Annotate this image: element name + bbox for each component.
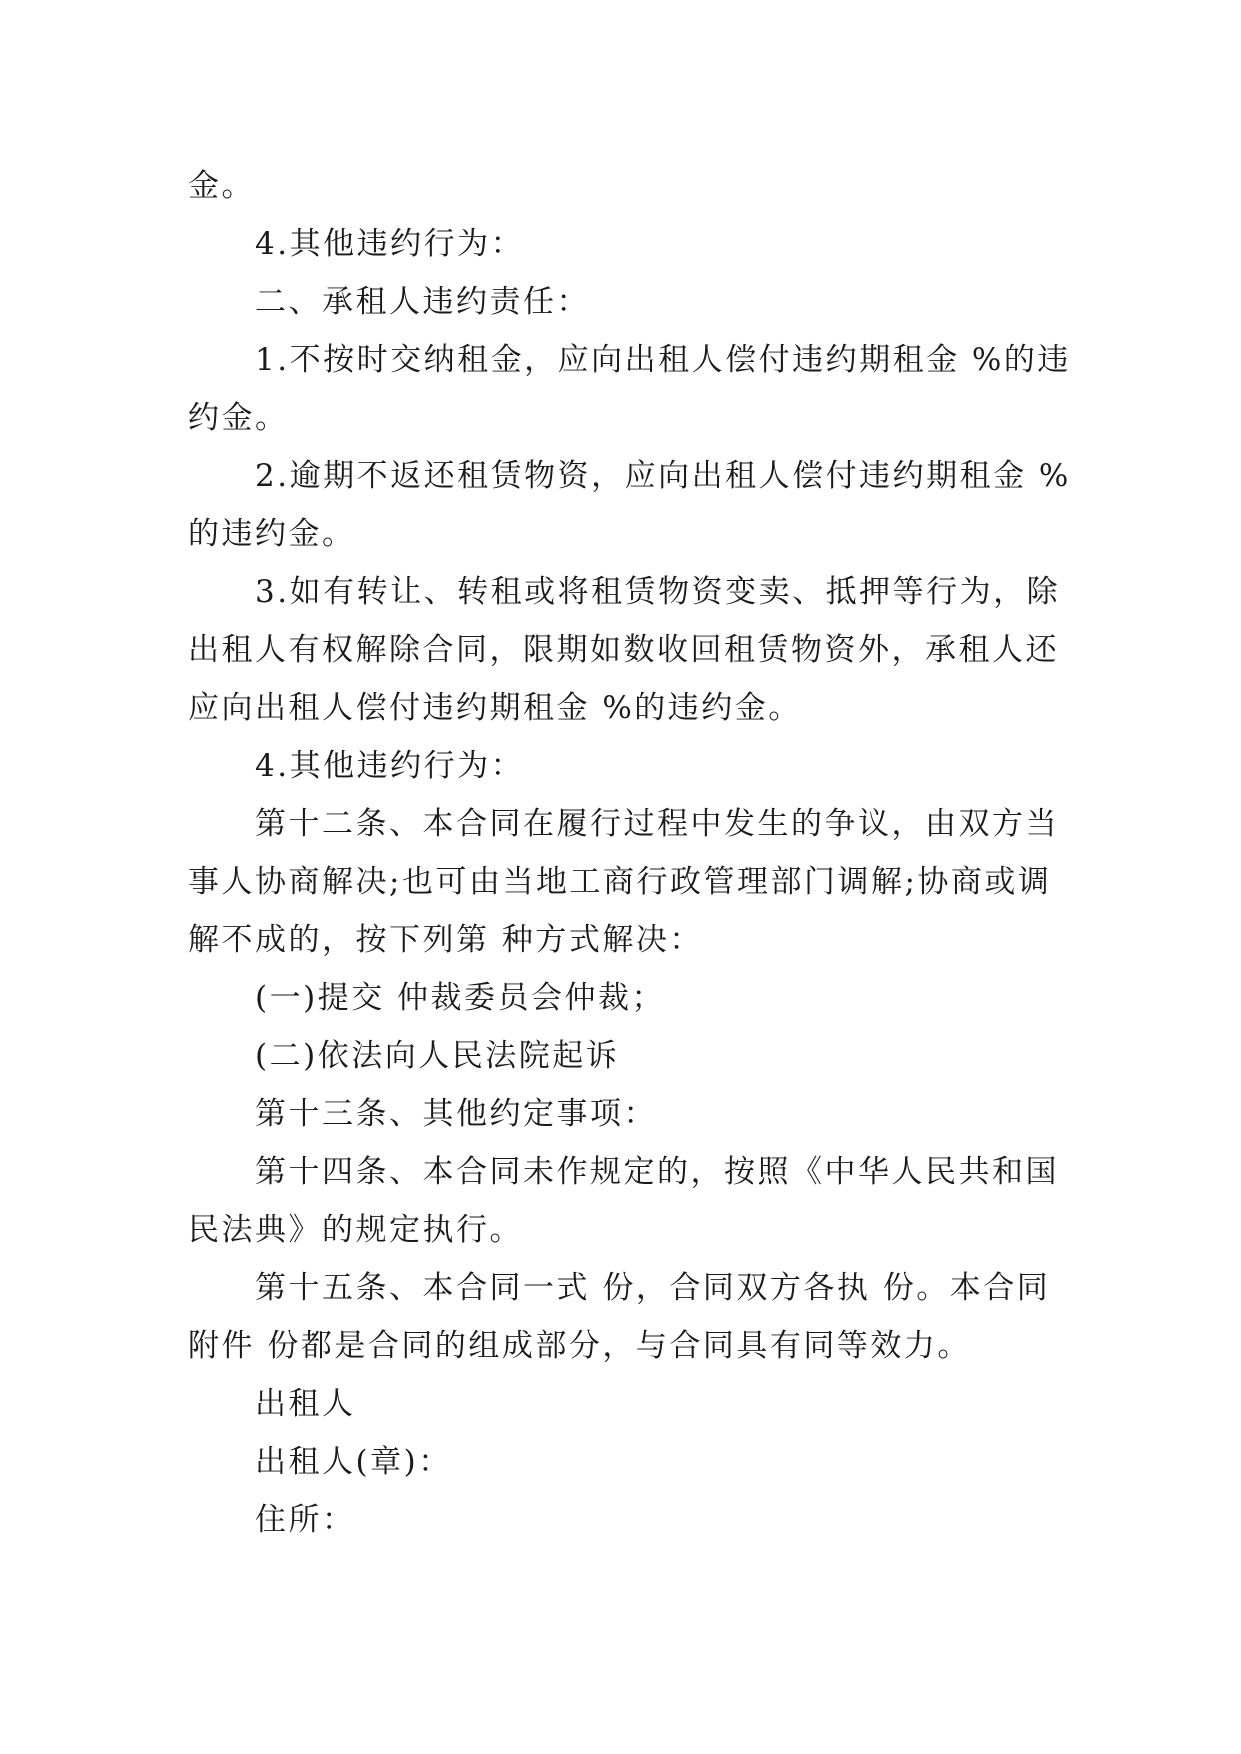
text-line: 出租人有权解除合同，限期如数收回租赁物资外，承租人还: [188, 632, 1059, 668]
text-line: 第十二条、本合同在履行过程中发生的争议，由双方当: [255, 806, 1059, 842]
text-line: 事人协商解决;也可由当地工商行政管理部门调解;协商或调: [188, 864, 1052, 900]
text-line: 应向出租人偿付违约期租金 %的违约金。: [188, 690, 802, 726]
text-line: 1.不按时交纳租金，应向出租人偿付违约期租金 %的违: [255, 342, 1071, 378]
text-line: 解不成的，按下列第 种方式解决：: [188, 922, 703, 958]
text-line: 的违约金。: [188, 516, 356, 552]
text-line: 4.其他违约行为：: [255, 226, 525, 262]
text-line: 金。: [188, 168, 255, 204]
text-line: 附件 份都是合同的组成部分，与合同具有同等效力。: [188, 1328, 971, 1364]
text-line: 二、承租人违约责任：: [255, 284, 590, 320]
text-line: (一)提交 仲裁委员会仲裁；: [255, 980, 666, 1016]
text-line: 3.如有转让、转租或将租赁物资变卖、抵押等行为，除: [255, 574, 1061, 610]
text-line: 民法典》的规定执行。: [188, 1212, 523, 1248]
text-line: 约金。: [188, 400, 289, 436]
text-line: 第十三条、其他约定事项：: [255, 1096, 657, 1132]
text-line: 出租人: [255, 1386, 356, 1422]
text-line: 4.其他违约行为：: [255, 748, 525, 784]
text-line: 出租人(章)：: [255, 1444, 452, 1480]
text-line: 第十四条、本合同未作规定的，按照《中华人民共和国: [255, 1154, 1059, 1190]
text-line: 第十五条、本合同一式 份，合同双方各执 份。本合同: [255, 1270, 1051, 1306]
text-line: (二)依法向人民法院起诉: [255, 1038, 620, 1074]
text-line: 住所：: [255, 1502, 356, 1538]
text-line: 2.逾期不返还租赁物资，应向出租人偿付违约期租金 %: [255, 458, 1071, 494]
